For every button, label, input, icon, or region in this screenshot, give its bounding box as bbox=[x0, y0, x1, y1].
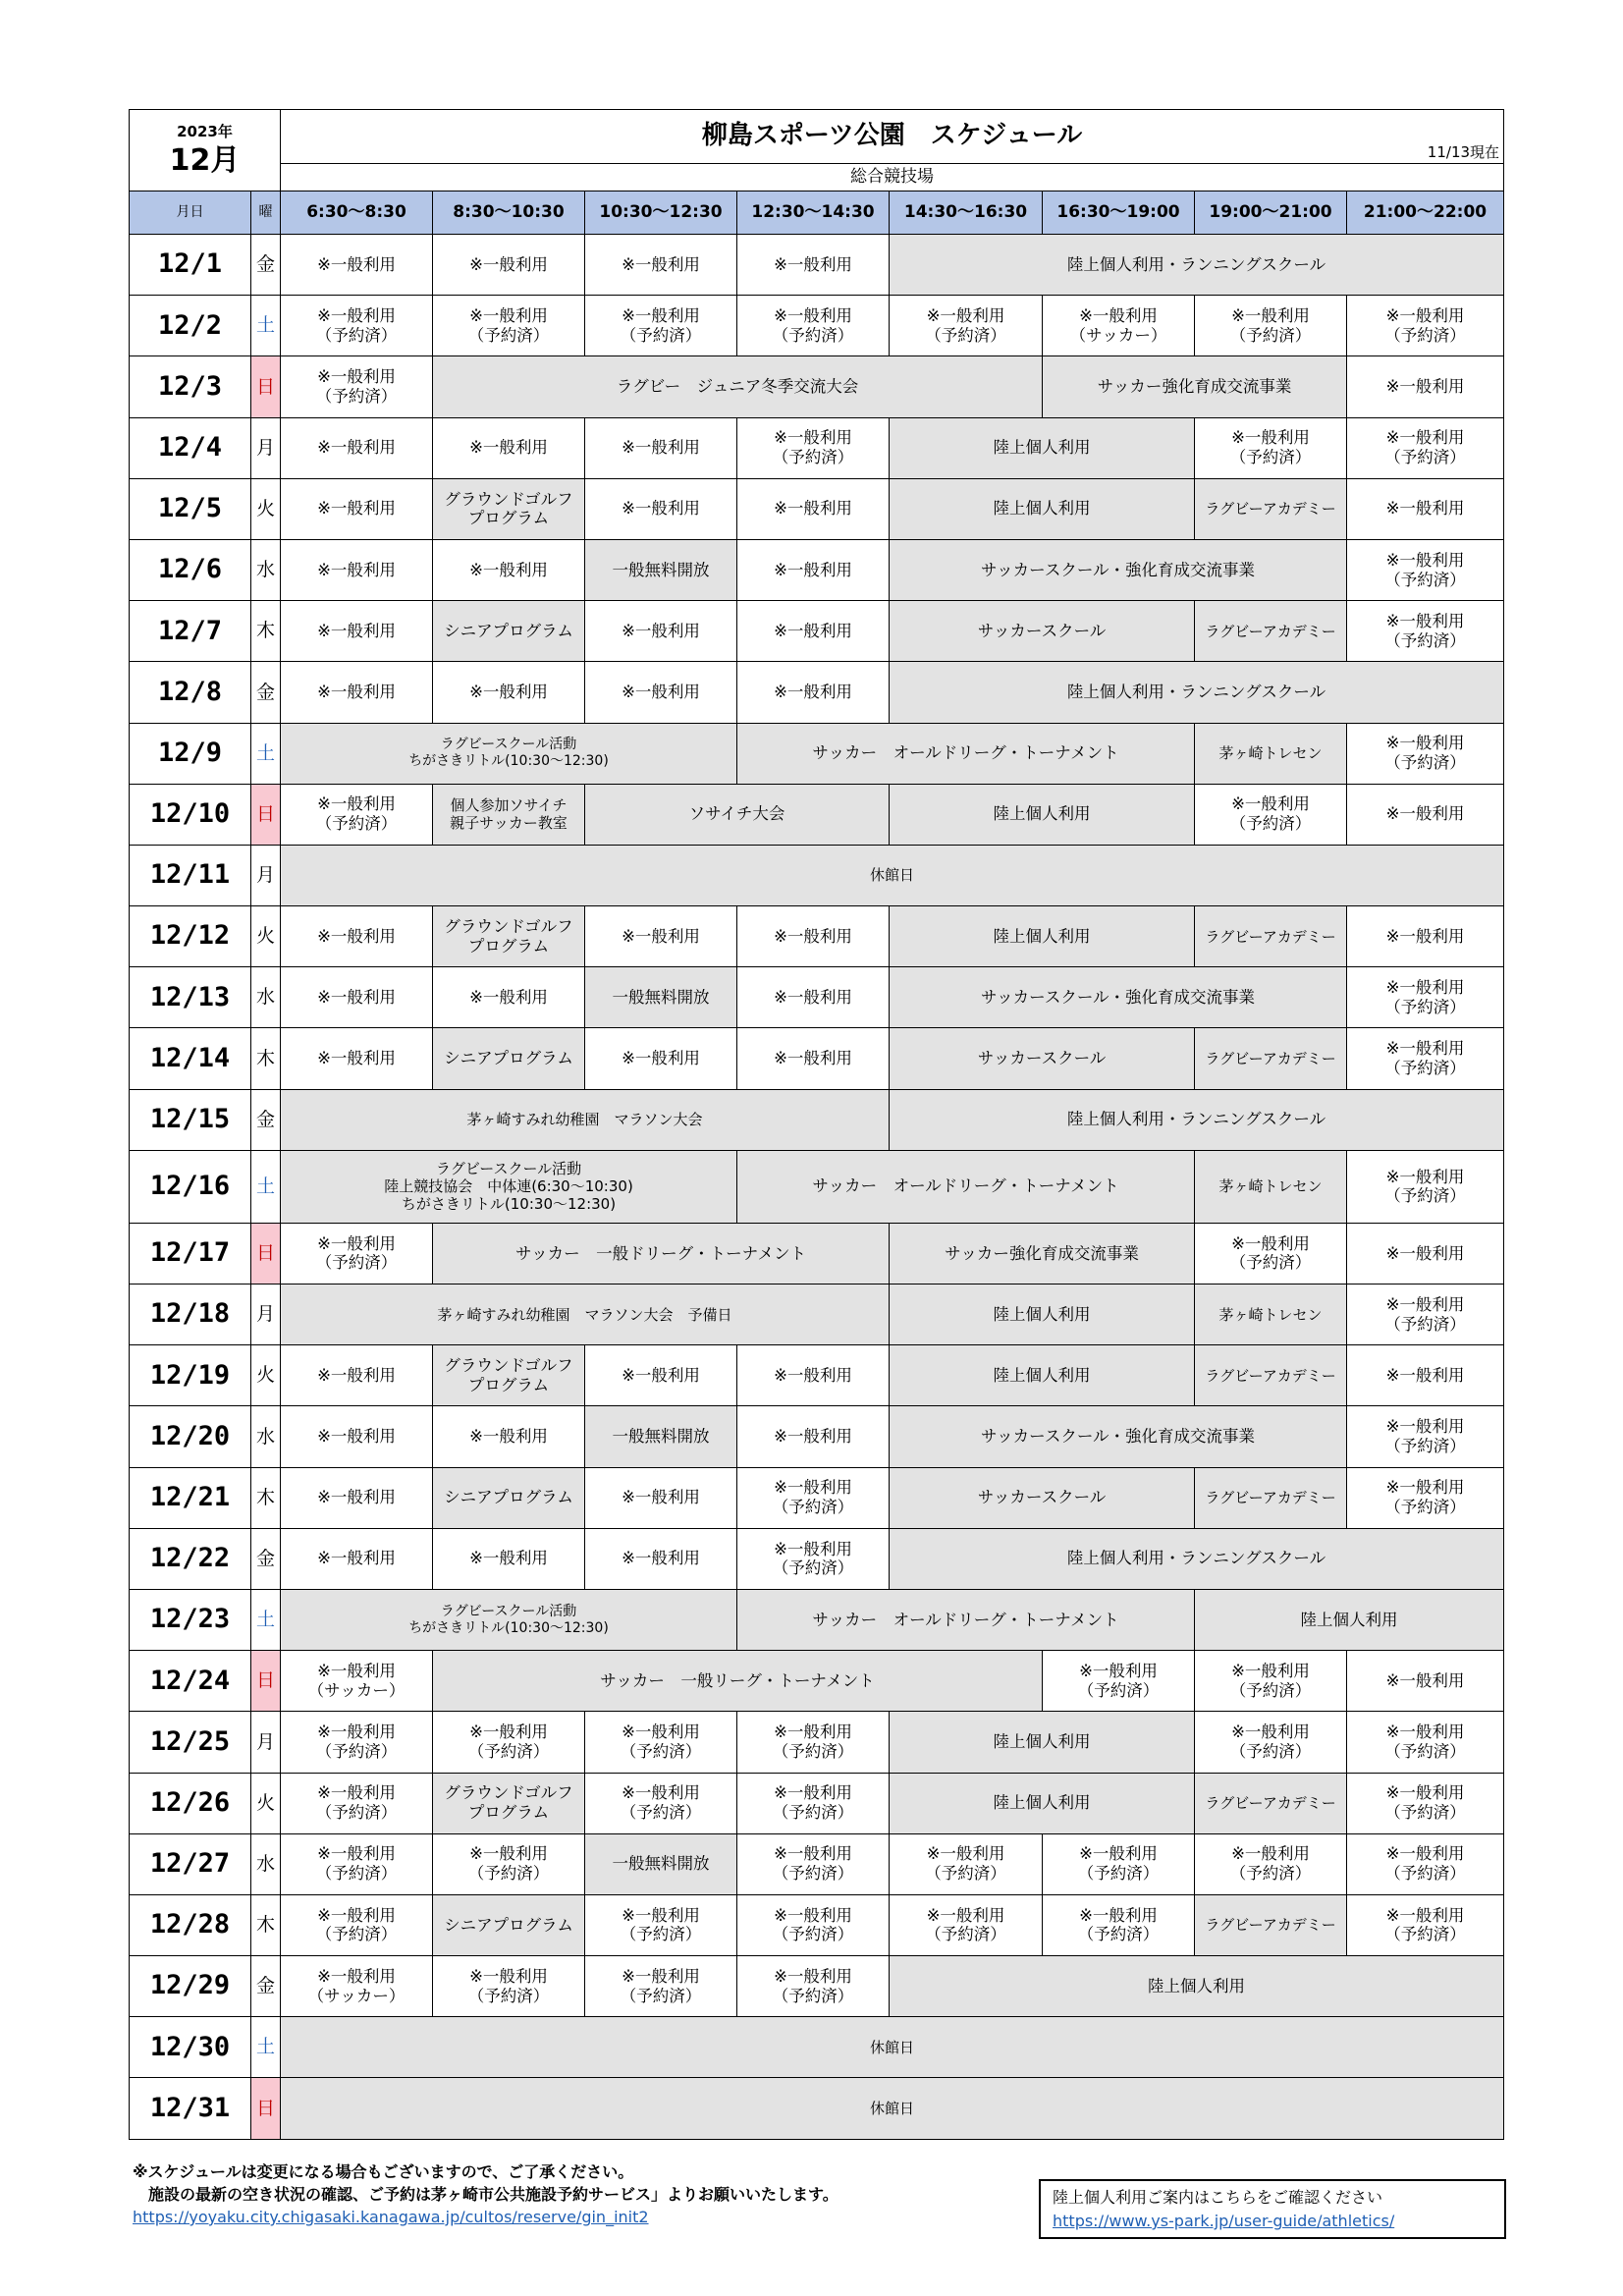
open-slot-cell: ※一般利用 bbox=[737, 601, 890, 662]
event-cell: サッカー オールドリーグ・トーナメント bbox=[737, 723, 1195, 784]
event-cell: グラウンドゴルフ プログラム bbox=[433, 1345, 585, 1406]
open-slot-cell: ※一般利用 bbox=[1347, 356, 1504, 417]
open-slot-cell: ※一般利用 （予約済） bbox=[1347, 417, 1504, 478]
open-slot-cell: ※一般利用 （予約済） bbox=[890, 296, 1043, 356]
note-line-2: 施設の最新の空き状況の確認、ご予約は茅ヶ崎市公共施設予約サービス」よりお願いいたします。 bbox=[133, 2185, 839, 2204]
event-cell: 陸上個人利用 bbox=[890, 478, 1195, 539]
open-slot-cell: ※一般利用 bbox=[281, 601, 433, 662]
event-cell: 茅ヶ崎すみれ幼稚園 マラソン大会 予備日 bbox=[281, 1285, 890, 1345]
schedule-row bbox=[130, 1894, 1504, 1955]
event-cell: ソサイチ大会 bbox=[585, 784, 890, 845]
open-slot-cell: ※一般利用 （予約済） bbox=[1043, 1833, 1195, 1894]
event-cell: ラグビーアカデミー bbox=[1195, 478, 1347, 539]
schedule-row bbox=[130, 1833, 1504, 1894]
title-cell bbox=[281, 110, 1504, 164]
event-cell: ラグビー ジュニア冬季交流大会 bbox=[433, 356, 1043, 417]
open-slot-cell: ※一般利用 bbox=[433, 967, 585, 1028]
open-slot-cell: ※一般利用 bbox=[585, 1528, 737, 1589]
weekday-cell: 水 bbox=[251, 539, 281, 600]
schedule-row bbox=[130, 1406, 1504, 1467]
schedule-row bbox=[130, 662, 1504, 723]
slot-header: 21:00～22:00 bbox=[1347, 191, 1504, 235]
event-cell: サッカー 一般ドリーグ・トーナメント bbox=[433, 1223, 890, 1284]
date-cell: 12/25 bbox=[130, 1712, 251, 1773]
date-cell: 12/6 bbox=[130, 539, 251, 600]
open-slot-cell: ※一般利用 bbox=[281, 906, 433, 967]
event-cell: ラグビーアカデミー bbox=[1195, 1894, 1347, 1955]
page-title: 柳島スポーツ公園 スケジュール bbox=[701, 121, 1083, 151]
open-slot-cell: ※一般利用 （予約済） bbox=[737, 417, 890, 478]
open-slot-cell: ※一般利用 （予約済） bbox=[433, 296, 585, 356]
event-cell: シニアプログラム bbox=[433, 1028, 585, 1089]
event-cell: 陸上個人利用 bbox=[890, 1345, 1195, 1406]
open-slot-cell: ※一般利用 bbox=[433, 1528, 585, 1589]
date-cell: 12/23 bbox=[130, 1589, 251, 1650]
open-slot-cell: ※一般利用 （予約済） bbox=[281, 1833, 433, 1894]
event-cell: 陸上個人利用・ランニングスクール bbox=[890, 662, 1504, 723]
date-cell: 12/5 bbox=[130, 478, 251, 539]
event-cell: 一般無料開放 bbox=[585, 1833, 737, 1894]
open-slot-cell: ※一般利用 （予約済） bbox=[1195, 1651, 1347, 1712]
open-slot-cell: ※一般利用 （予約済） bbox=[1195, 1833, 1347, 1894]
open-slot-cell: ※一般利用 （予約済） bbox=[1347, 539, 1504, 600]
open-slot-cell: ※一般利用 bbox=[281, 417, 433, 478]
schedule-row bbox=[130, 1589, 1504, 1650]
open-slot-cell: ※一般利用 bbox=[737, 1028, 890, 1089]
month-label: 12月 bbox=[169, 142, 241, 178]
open-slot-cell: ※一般利用 （予約済） bbox=[890, 1894, 1043, 1955]
weekday-cell: 日 bbox=[251, 1223, 281, 1284]
weekday-cell: 土 bbox=[251, 2017, 281, 2078]
weekday-cell: 水 bbox=[251, 967, 281, 1028]
event-cell: シニアプログラム bbox=[433, 1467, 585, 1528]
open-slot-cell: ※一般利用 bbox=[1347, 1651, 1504, 1712]
schedule-row bbox=[130, 1223, 1504, 1284]
weekday-cell: 日 bbox=[251, 2078, 281, 2139]
event-cell: 陸上個人利用・ランニングスクール bbox=[890, 1528, 1504, 1589]
event-cell: サッカー強化育成交流事業 bbox=[1043, 356, 1347, 417]
open-slot-cell: ※一般利用 （予約済） bbox=[1347, 1833, 1504, 1894]
open-slot-cell: ※一般利用 （予約済） bbox=[585, 1894, 737, 1955]
event-cell: サッカースクール・強化育成交流事業 bbox=[890, 967, 1347, 1028]
open-slot-cell: ※一般利用 （予約済） bbox=[1347, 1712, 1504, 1773]
schedule-row bbox=[130, 906, 1504, 967]
year-label: 2023年 bbox=[177, 123, 233, 141]
event-cell: 陸上個人利用 bbox=[890, 906, 1195, 967]
date-cell: 12/12 bbox=[130, 906, 251, 967]
event-cell: ラグビーアカデミー bbox=[1195, 1345, 1347, 1406]
open-slot-cell: ※一般利用 （予約済） bbox=[281, 1712, 433, 1773]
open-slot-cell: ※一般利用 （予約済） bbox=[433, 1712, 585, 1773]
date-cell: 12/15 bbox=[130, 1089, 251, 1150]
weekday-cell: 金 bbox=[251, 662, 281, 723]
event-cell: ラグビースクール活動 陸上競技協会 中体連(6:30～10:30) ちがさきリトル(10:30～12:30) bbox=[281, 1150, 737, 1223]
open-slot-cell: ※一般利用 （予約済） bbox=[737, 1956, 890, 2017]
event-cell: 陸上個人利用・ランニングスクール bbox=[890, 235, 1504, 296]
event-cell: ラグビーアカデミー bbox=[1195, 906, 1347, 967]
event-cell: サッカー 一般リーグ・トーナメント bbox=[433, 1651, 1043, 1712]
event-cell: 一般無料開放 bbox=[585, 539, 737, 600]
event-cell: 休館日 bbox=[281, 2017, 1504, 2078]
weekday-header: 曜 bbox=[251, 191, 281, 235]
open-slot-cell: ※一般利用 bbox=[281, 539, 433, 600]
date-header: 月日 bbox=[130, 191, 251, 235]
schedule-row bbox=[130, 1028, 1504, 1089]
weekday-cell: 火 bbox=[251, 906, 281, 967]
weekday-cell: 火 bbox=[251, 1345, 281, 1406]
date-cell: 12/26 bbox=[130, 1773, 251, 1833]
weekday-cell: 金 bbox=[251, 1528, 281, 1589]
open-slot-cell: ※一般利用 （予約済） bbox=[1347, 1150, 1504, 1223]
open-slot-cell: ※一般利用 bbox=[281, 967, 433, 1028]
open-slot-cell: ※一般利用 bbox=[585, 601, 737, 662]
event-cell: 個人参加ソサイチ 親子サッカー教室 bbox=[433, 784, 585, 845]
weekday-cell: 火 bbox=[251, 1773, 281, 1833]
event-cell: 陸上個人利用 bbox=[1195, 1589, 1504, 1650]
schedule-row bbox=[130, 1773, 1504, 1833]
schedule-table bbox=[129, 109, 1504, 2140]
weekday-cell: 月 bbox=[251, 845, 281, 905]
date-cell: 12/11 bbox=[130, 845, 251, 905]
open-slot-cell: ※一般利用 bbox=[281, 478, 433, 539]
open-slot-cell: ※一般利用 bbox=[433, 417, 585, 478]
event-cell: サッカー オールドリーグ・トーナメント bbox=[737, 1589, 1195, 1650]
open-slot-cell: ※一般利用 bbox=[737, 662, 890, 723]
event-cell: 陸上個人利用 bbox=[890, 1285, 1195, 1345]
event-cell: グラウンドゴルフ プログラム bbox=[433, 906, 585, 967]
open-slot-cell: ※一般利用 （予約済） bbox=[1347, 296, 1504, 356]
slot-header: 10:30～12:30 bbox=[585, 191, 737, 235]
open-slot-cell: ※一般利用 （予約済） bbox=[737, 1833, 890, 1894]
date-cell: 12/18 bbox=[130, 1285, 251, 1345]
open-slot-cell: ※一般利用 bbox=[433, 539, 585, 600]
schedule-row bbox=[130, 601, 1504, 662]
weekday-cell: 金 bbox=[251, 1956, 281, 2017]
schedule-row bbox=[130, 1956, 1504, 2017]
open-slot-cell: ※一般利用 （予約済） bbox=[433, 1833, 585, 1894]
note-line-1: ※スケジュールは変更になる場合もございますので、ご了承ください。 bbox=[133, 2162, 634, 2181]
date-cell: 12/8 bbox=[130, 662, 251, 723]
date-cell: 12/30 bbox=[130, 2017, 251, 2078]
date-cell: 12/4 bbox=[130, 417, 251, 478]
slot-header: 6:30～8:30 bbox=[281, 191, 433, 235]
weekday-cell: 月 bbox=[251, 417, 281, 478]
event-cell: ラグビーアカデミー bbox=[1195, 1773, 1347, 1833]
slot-header: 14:30～16:30 bbox=[890, 191, 1043, 235]
date-cell: 12/20 bbox=[130, 1406, 251, 1467]
date-cell: 12/17 bbox=[130, 1223, 251, 1284]
athletics-info-link[interactable]: https://www.ys-park.jp/user-guide/athletics/ bbox=[1053, 2212, 1395, 2230]
date-cell: 12/1 bbox=[130, 235, 251, 296]
open-slot-cell: ※一般利用 （予約済） bbox=[737, 1712, 890, 1773]
open-slot-cell: ※一般利用 （予約済） bbox=[1347, 1406, 1504, 1467]
open-slot-cell: ※一般利用 bbox=[281, 1467, 433, 1528]
open-slot-cell: ※一般利用 bbox=[1347, 1345, 1504, 1406]
date-cell: 12/3 bbox=[130, 356, 251, 417]
open-slot-cell: ※一般利用 bbox=[585, 1467, 737, 1528]
schedule-row bbox=[130, 235, 1504, 296]
weekday-cell: 日 bbox=[251, 356, 281, 417]
event-cell: 休館日 bbox=[281, 2078, 1504, 2139]
slot-header: 8:30～10:30 bbox=[433, 191, 585, 235]
schedule-row bbox=[130, 1285, 1504, 1345]
as-of-date: 11/13現在 bbox=[1427, 143, 1500, 161]
event-cell: シニアプログラム bbox=[433, 601, 585, 662]
event-cell: ラグビーアカデミー bbox=[1195, 1028, 1347, 1089]
info-text: 陸上個人利用ご案内はこちらをご確認ください bbox=[1053, 2188, 1383, 2207]
open-slot-cell: ※一般利用 （予約済） bbox=[1347, 967, 1504, 1028]
open-slot-cell: ※一般利用 （予約済） bbox=[585, 1712, 737, 1773]
event-cell: 陸上個人利用 bbox=[890, 784, 1195, 845]
open-slot-cell: ※一般利用 （予約済） bbox=[1347, 1773, 1504, 1833]
open-slot-cell: ※一般利用 bbox=[281, 1406, 433, 1467]
header-row bbox=[130, 191, 1504, 235]
weekday-cell: 水 bbox=[251, 1833, 281, 1894]
event-cell: サッカー強化育成交流事業 bbox=[890, 1223, 1195, 1284]
open-slot-cell: ※一般利用 （予約済） bbox=[1195, 417, 1347, 478]
weekday-cell: 土 bbox=[251, 1589, 281, 1650]
open-slot-cell: ※一般利用 （予約済） bbox=[1195, 296, 1347, 356]
date-cell: 12/9 bbox=[130, 723, 251, 784]
open-slot-cell: ※一般利用 bbox=[737, 906, 890, 967]
schedule-row bbox=[130, 1712, 1504, 1773]
schedule-row bbox=[130, 296, 1504, 356]
schedule-row bbox=[130, 1651, 1504, 1712]
schedule-row bbox=[130, 1150, 1504, 1223]
schedule-row bbox=[130, 539, 1504, 600]
open-slot-cell: ※一般利用 （予約済） bbox=[281, 1223, 433, 1284]
open-slot-cell: ※一般利用 bbox=[585, 906, 737, 967]
event-cell: ラグビーアカデミー bbox=[1195, 601, 1347, 662]
date-cell: 12/22 bbox=[130, 1528, 251, 1589]
event-cell: サッカースクール bbox=[890, 1467, 1195, 1528]
slot-header: 12:30～14:30 bbox=[737, 191, 890, 235]
open-slot-cell: ※一般利用 bbox=[281, 235, 433, 296]
weekday-cell: 月 bbox=[251, 1712, 281, 1773]
open-slot-cell: ※一般利用 （予約済） bbox=[585, 1956, 737, 2017]
open-slot-cell: ※一般利用 bbox=[1347, 906, 1504, 967]
open-slot-cell: ※一般利用 （予約済） bbox=[1195, 1223, 1347, 1284]
event-cell: グラウンドゴルフ プログラム bbox=[433, 478, 585, 539]
open-slot-cell: ※一般利用 （予約済） bbox=[1347, 601, 1504, 662]
weekday-cell: 金 bbox=[251, 235, 281, 296]
weekday-cell: 土 bbox=[251, 296, 281, 356]
open-slot-cell: ※一般利用 bbox=[433, 235, 585, 296]
weekday-cell: 土 bbox=[251, 1150, 281, 1223]
open-slot-cell: ※一般利用 bbox=[737, 539, 890, 600]
event-cell: ラグビースクール活動 ちがさきリトル(10:30～12:30) bbox=[281, 723, 737, 784]
open-slot-cell: ※一般利用 bbox=[281, 1028, 433, 1089]
open-slot-cell: ※一般利用 bbox=[737, 1406, 890, 1467]
weekday-cell: 水 bbox=[251, 1406, 281, 1467]
open-slot-cell: ※一般利用 （予約済） bbox=[281, 784, 433, 845]
open-slot-cell: ※一般利用 （予約済） bbox=[737, 1894, 890, 1955]
event-cell: 茅ヶ崎トレセン bbox=[1195, 1150, 1347, 1223]
open-slot-cell: ※一般利用 （予約済） bbox=[281, 356, 433, 417]
weekday-cell: 日 bbox=[251, 1651, 281, 1712]
slot-header: 19:00～21:00 bbox=[1195, 191, 1347, 235]
open-slot-cell: ※一般利用 （予約済） bbox=[890, 1833, 1043, 1894]
event-cell: 陸上個人利用 bbox=[890, 1773, 1195, 1833]
open-slot-cell: ※一般利用 bbox=[1347, 1223, 1504, 1284]
schedule-row bbox=[130, 2078, 1504, 2139]
open-slot-cell: ※一般利用 bbox=[585, 417, 737, 478]
open-slot-cell: ※一般利用 （予約済） bbox=[281, 1894, 433, 1955]
weekday-cell: 木 bbox=[251, 1894, 281, 1955]
date-cell: 12/24 bbox=[130, 1651, 251, 1712]
event-cell: グラウンドゴルフ プログラム bbox=[433, 1773, 585, 1833]
open-slot-cell: ※一般利用 bbox=[737, 478, 890, 539]
open-slot-cell: ※一般利用 （予約済） bbox=[737, 1528, 890, 1589]
weekday-cell: 金 bbox=[251, 1089, 281, 1150]
open-slot-cell: ※一般利用 （サッカー） bbox=[1043, 296, 1195, 356]
open-slot-cell: ※一般利用 （予約済） bbox=[737, 1773, 890, 1833]
reservation-link[interactable]: https://yoyaku.city.chigasaki.kanagawa.jp/cultos/reserve/gin_init2 bbox=[133, 2208, 649, 2226]
date-cell: 12/10 bbox=[130, 784, 251, 845]
open-slot-cell: ※一般利用 （予約済） bbox=[1347, 723, 1504, 784]
open-slot-cell: ※一般利用 bbox=[585, 662, 737, 723]
open-slot-cell: ※一般利用 （予約済） bbox=[585, 296, 737, 356]
event-cell: 茅ヶ崎トレセン bbox=[1195, 1285, 1347, 1345]
open-slot-cell: ※一般利用 bbox=[585, 1028, 737, 1089]
date-cell: 12/16 bbox=[130, 1150, 251, 1223]
open-slot-cell: ※一般利用 （予約済） bbox=[1347, 1467, 1504, 1528]
schedule-row bbox=[130, 417, 1504, 478]
schedule-row bbox=[130, 967, 1504, 1028]
open-slot-cell: ※一般利用 bbox=[281, 1528, 433, 1589]
weekday-cell: 土 bbox=[251, 723, 281, 784]
schedule-row bbox=[130, 1467, 1504, 1528]
event-cell: サッカースクール・強化育成交流事業 bbox=[890, 539, 1347, 600]
weekday-cell: 木 bbox=[251, 1028, 281, 1089]
open-slot-cell: ※一般利用 （予約済） bbox=[433, 1956, 585, 2017]
event-cell: 一般無料開放 bbox=[585, 1406, 737, 1467]
date-cell: 12/14 bbox=[130, 1028, 251, 1089]
open-slot-cell: ※一般利用 （予約済） bbox=[1043, 1894, 1195, 1955]
open-slot-cell: ※一般利用 （予約済） bbox=[1195, 1712, 1347, 1773]
open-slot-cell: ※一般利用 bbox=[737, 1345, 890, 1406]
open-slot-cell: ※一般利用 bbox=[585, 1345, 737, 1406]
open-slot-cell: ※一般利用 （予約済） bbox=[1347, 1894, 1504, 1955]
event-cell: サッカースクール・強化育成交流事業 bbox=[890, 1406, 1347, 1467]
schedule-row bbox=[130, 1089, 1504, 1150]
open-slot-cell: ※一般利用 bbox=[585, 235, 737, 296]
date-cell: 12/2 bbox=[130, 296, 251, 356]
weekday-cell: 火 bbox=[251, 478, 281, 539]
event-cell: 陸上個人利用 bbox=[890, 1712, 1195, 1773]
event-cell: ラグビーアカデミー bbox=[1195, 1467, 1347, 1528]
weekday-cell: 日 bbox=[251, 784, 281, 845]
event-cell: サッカースクール bbox=[890, 601, 1195, 662]
schedule-row bbox=[130, 845, 1504, 905]
schedule-row bbox=[130, 2017, 1504, 2078]
date-cell: 12/27 bbox=[130, 1833, 251, 1894]
schedule-row bbox=[130, 478, 1504, 539]
slot-header: 16:30～19:00 bbox=[1043, 191, 1195, 235]
open-slot-cell: ※一般利用 bbox=[281, 1345, 433, 1406]
date-cell: 12/29 bbox=[130, 1956, 251, 2017]
event-cell: シニアプログラム bbox=[433, 1894, 585, 1955]
open-slot-cell: ※一般利用 （予約済） bbox=[281, 1773, 433, 1833]
open-slot-cell: ※一般利用 （予約済） bbox=[585, 1773, 737, 1833]
event-cell: 茅ヶ崎トレセン bbox=[1195, 723, 1347, 784]
weekday-cell: 木 bbox=[251, 601, 281, 662]
date-cell: 12/19 bbox=[130, 1345, 251, 1406]
open-slot-cell: ※一般利用 （予約済） bbox=[1347, 1028, 1504, 1089]
open-slot-cell: ※一般利用 （サッカー） bbox=[281, 1651, 433, 1712]
date-cell: 12/28 bbox=[130, 1894, 251, 1955]
open-slot-cell: ※一般利用 （予約済） bbox=[1347, 1285, 1504, 1345]
open-slot-cell: ※一般利用 （サッカー） bbox=[281, 1956, 433, 2017]
date-cell: 12/7 bbox=[130, 601, 251, 662]
event-cell: 一般無料開放 bbox=[585, 967, 737, 1028]
schedule-row bbox=[130, 784, 1504, 845]
date-cell: 12/31 bbox=[130, 2078, 251, 2139]
year-month-cell bbox=[130, 110, 281, 191]
date-cell: 12/13 bbox=[130, 967, 251, 1028]
open-slot-cell: ※一般利用 bbox=[1347, 478, 1504, 539]
event-cell: 茅ヶ崎すみれ幼稚園 マラソン大会 bbox=[281, 1089, 890, 1150]
event-cell: 陸上個人利用 bbox=[890, 417, 1195, 478]
open-slot-cell: ※一般利用 bbox=[585, 478, 737, 539]
open-slot-cell: ※一般利用 bbox=[737, 235, 890, 296]
date-cell: 12/21 bbox=[130, 1467, 251, 1528]
event-cell: 陸上個人利用・ランニングスクール bbox=[890, 1089, 1504, 1150]
facility-name: 総合競技場 bbox=[281, 164, 1504, 191]
event-cell: サッカースクール bbox=[890, 1028, 1195, 1089]
schedule-row bbox=[130, 356, 1504, 417]
open-slot-cell: ※一般利用 （予約済） bbox=[737, 296, 890, 356]
schedule-row bbox=[130, 723, 1504, 784]
event-cell: サッカー オールドリーグ・トーナメント bbox=[737, 1150, 1195, 1223]
open-slot-cell: ※一般利用 bbox=[433, 1406, 585, 1467]
open-slot-cell: ※一般利用 （予約済） bbox=[1195, 784, 1347, 845]
notes bbox=[133, 2160, 839, 2228]
open-slot-cell: ※一般利用 bbox=[433, 662, 585, 723]
open-slot-cell: ※一般利用 （予約済） bbox=[737, 1467, 890, 1528]
athletics-info-box bbox=[1039, 2179, 1506, 2239]
open-slot-cell: ※一般利用 （予約済） bbox=[1043, 1651, 1195, 1712]
schedule-row bbox=[130, 1345, 1504, 1406]
open-slot-cell: ※一般利用 bbox=[737, 967, 890, 1028]
weekday-cell: 月 bbox=[251, 1285, 281, 1345]
event-cell: 陸上個人利用 bbox=[890, 1956, 1504, 2017]
open-slot-cell: ※一般利用 bbox=[1347, 784, 1504, 845]
event-cell: 休館日 bbox=[281, 845, 1504, 905]
schedule-row bbox=[130, 1528, 1504, 1589]
event-cell: ラグビースクール活動 ちがさきリトル(10:30～12:30) bbox=[281, 1589, 737, 1650]
open-slot-cell: ※一般利用 （予約済） bbox=[281, 296, 433, 356]
open-slot-cell: ※一般利用 bbox=[281, 662, 433, 723]
weekday-cell: 木 bbox=[251, 1467, 281, 1528]
